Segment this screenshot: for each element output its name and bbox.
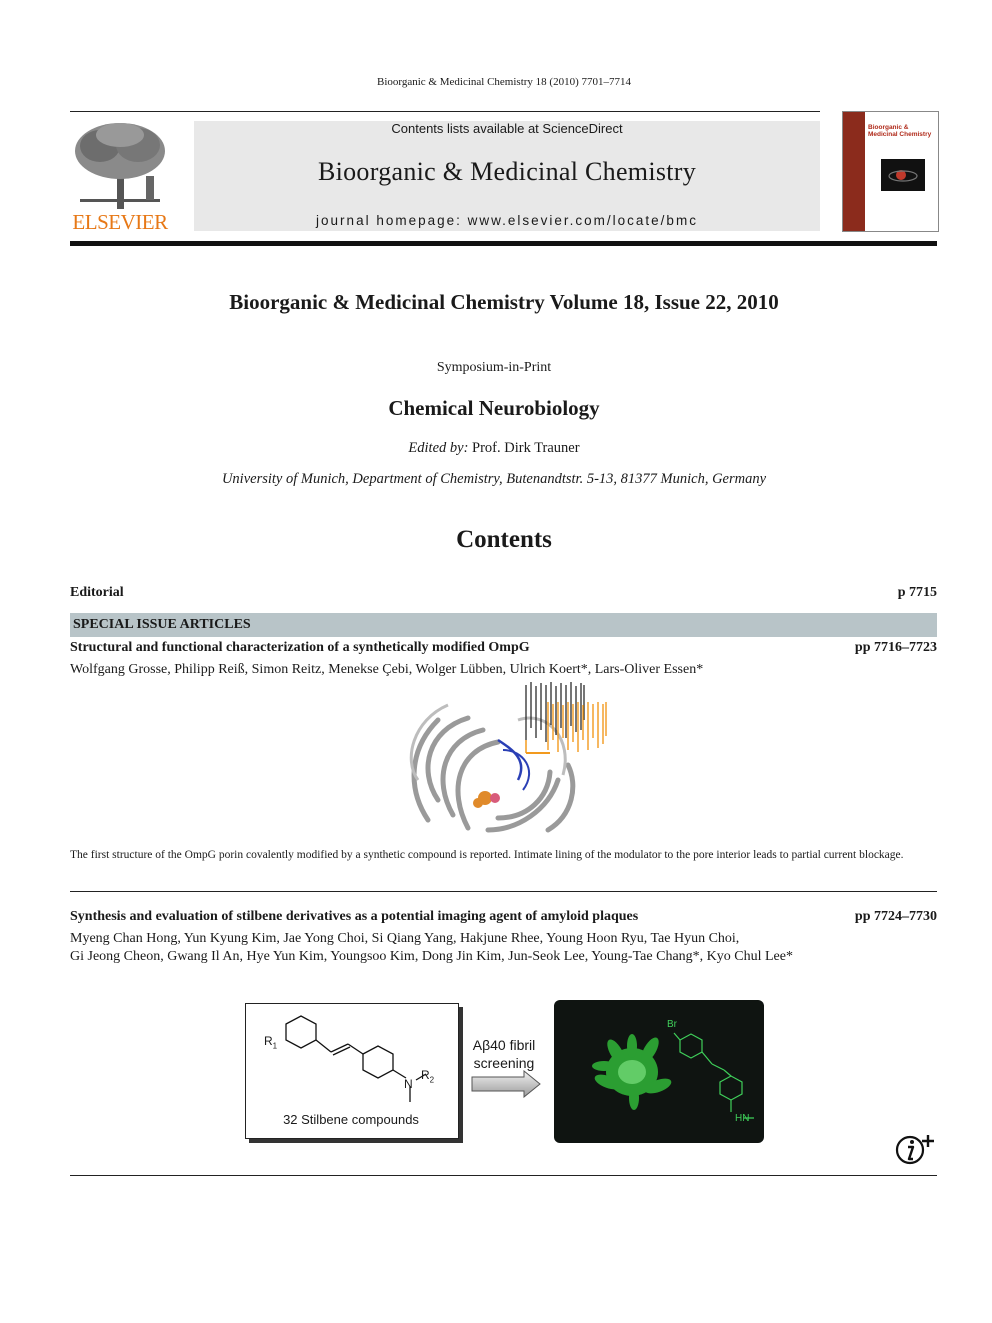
article-2-title[interactable]: Synthesis and evaluation of stilbene derivatives as a potential imaging agent of amyloid plaques xyxy=(70,909,639,924)
screening-label-line-2: screening xyxy=(473,1055,535,1071)
cover-spine xyxy=(843,112,865,231)
article-1-pages: pp 7716–7723 xyxy=(854,640,937,655)
journal-name: Bioorganic & Medicinal Chemistry xyxy=(317,157,697,186)
article-2-authors-line-2: Gi Jeong Cheon, Gwang Il An, Hye Yun Kim, Youngsoo Kim, Dong Jin Kim, Jun-Seok Lee, Young-Tae Chang*, Kyo Chul Lee* xyxy=(70,949,793,964)
article-2-authors-line-1: Myeng Chan Hong, Yun Kyung Kim, Jae Yong Choi, Si Qiang Yang, Hakjune Rhee, Young Hoon Ryu, Tae Hyun Choi, xyxy=(70,931,740,946)
article-2-pages: pp 7724–7730 xyxy=(854,909,937,924)
special-issue-label: SPECIAL ISSUE ARTICLES xyxy=(73,617,251,632)
editor-name: Prof. Dirk Trauner xyxy=(472,440,580,456)
fluorescence-micrograph xyxy=(554,1000,764,1143)
article-separator-2 xyxy=(70,1175,937,1176)
contents-heading: Contents xyxy=(456,526,552,553)
article-1-abstract: The first structure of the OmpG porin covalently modified by a synthetic compound is reported. Intimate lining of the modulator to the pore interior leads to partial current blockage. xyxy=(70,849,904,861)
n-label: N xyxy=(404,1077,413,1091)
editorial-pages: p 7715 xyxy=(897,585,937,600)
screening-label-line-1: Aβ40 fibril xyxy=(472,1037,536,1053)
article-separator-1 xyxy=(70,891,937,892)
article-1-graphical-abstract xyxy=(398,680,610,842)
interactive-info-icon[interactable] xyxy=(895,1132,939,1166)
r2-label: $R_2$ xyxy=(421,1068,435,1085)
issue-title: Bioorganic & Medicinal Chemistry Volume 18, Issue 22, 2010 xyxy=(229,290,779,314)
hn-label: HN xyxy=(735,1113,750,1124)
edited-by-label: Edited by: xyxy=(408,440,469,456)
section-title: Chemical Neurobiology xyxy=(388,396,600,420)
screening-label xyxy=(464,1036,544,1072)
journal-homepage-link[interactable]: journal homepage: www.elsevier.com/locate/bmc xyxy=(316,213,698,228)
cover-image xyxy=(881,159,925,191)
elsevier-wordmark: ELSEVIER xyxy=(72,210,168,234)
journal-cover-thumbnail xyxy=(842,111,939,232)
stilbene-compounds-label: 32 Stilbene compounds xyxy=(283,1112,419,1127)
symposium-label: Symposium-in-Print xyxy=(436,360,552,375)
cover-title: Bioorganic & Medicinal Chemistry xyxy=(868,124,932,138)
header-bottom-rule xyxy=(70,241,937,246)
editor-affiliation: University of Munich, Department of Chemistry, Butenandtstr. 5-13, 81377 Munich, Germany xyxy=(221,471,767,487)
contents-available-link[interactable]: Contents lists available at ScienceDirect xyxy=(391,121,623,136)
editorial-link[interactable]: Editorial xyxy=(70,585,124,600)
edited-by xyxy=(0,440,988,457)
journal-citation: Bioorganic & Medicinal Chemistry 18 (2010) 7701–7714 xyxy=(377,76,631,88)
screening-arrow-icon xyxy=(470,1070,542,1098)
article-1-authors: Wolfgang Grosse, Philipp Reiß, Simon Reitz, Menekse Çebi, Wolger Lübben, Ulrich Koert*, Lars-Oliver Essen* xyxy=(70,662,704,677)
r1-label: $R_1$ xyxy=(264,1034,278,1051)
article-1-title[interactable]: Structural and functional characterization of a synthetically modified OmpG xyxy=(70,640,530,655)
header-top-rule xyxy=(70,111,820,112)
br-label: Br xyxy=(667,1019,677,1030)
